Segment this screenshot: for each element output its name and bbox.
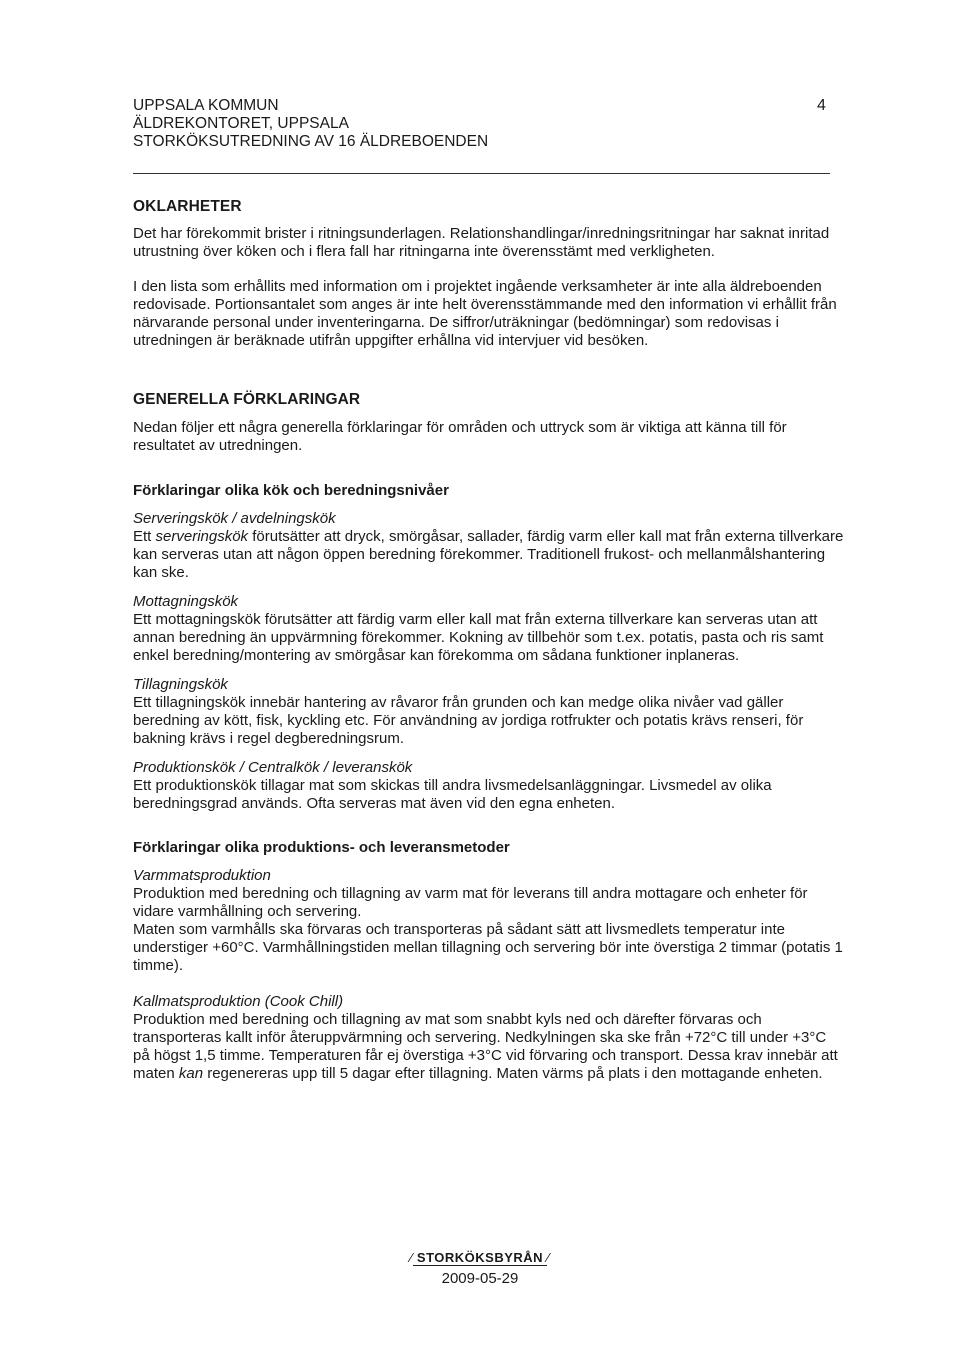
subheading-mottagningskok: Mottagningskök	[133, 593, 239, 610]
subheading-serveringskok: Serveringskök / avdelningskök	[133, 510, 336, 527]
serveringskok-emphasis: serveringskök	[155, 528, 249, 545]
header-org: UPPSALA KOMMUN	[133, 97, 279, 114]
generella-paragraph-1: Nedan följer ett några generella förklaringar för områden och uttryck som är viktiga att känna till för resultatet av utredningen.	[133, 419, 787, 454]
footer-logo: ⁄ STORKÖKSBYRÅN ⁄	[410, 1250, 550, 1265]
subheading-produktionskok: Produktionskök / Centralkök / leveranskök	[133, 759, 413, 776]
heading-kok: Förklaringar olika kök och beredningsnivåer	[133, 482, 449, 499]
paragraph-tillagningskok: Ett tillagningskök innebär hantering av råvaror från grunden och kan medge olika nivåer vad gäller beredning av kött, fisk, kyckling etc. För användning av jordiga rotfrukter och potatis krävs renseri, för bakning krävs i regel degberedningsrum.	[133, 694, 804, 747]
paragraph-mottagningskok: Ett mottagningskök förutsätter att färdig varm eller kall mat från externa tillverkare kan serveras utan att annan beredning än uppvärmning förekommer. Kokning av tillbehör som t.ex. potatis, pasta och ris samt enkel beredning/montering av smörgåsar kan förekomma om sådana funktioner inplaneras.	[133, 611, 824, 664]
paragraph-produktionskok: Ett produktionskök tillagar mat som skickas till andra livsmedelsanläggningar. Livsmedel av olika beredningsgrad används. Ofta serveras mat även vid den egna enheten.	[133, 777, 772, 812]
paragraph-varmmat-2: Maten som varmhålls ska förvaras och transporteras på sådant sätt att livsmedlets temperatur inte understiger +60°C. Varmhållningstiden mellan tillagning och servering bör inte överstiga 2 timmar (potatis 1 timme).	[133, 921, 843, 974]
heading-oklarheter: OKLARHETER	[133, 198, 242, 215]
oklarheter-paragraph-1: Det har förekommit brister i ritningsunderlagen. Relationshandlingar/inredningsritningar har saknat inritad utrustning över köken och i flera fall har ritningarna inte överensstämt med verkligheten.	[133, 225, 830, 260]
paragraph-serveringskok	[133, 528, 845, 582]
header-divider	[133, 173, 830, 174]
page-header	[133, 97, 833, 151]
heading-generella: GENERELLA FÖRKLARINGAR	[133, 391, 361, 408]
kallmat-text-start: Produktion med beredning och tillagning av mat som snabbt kyls ned och därefter förvaras och transporteras kallt inför återuppvärmning och servering. Nedkylningen ska ske från +72°C till under +3°C på högst 1,5 timme. Temperaturen får ej överstiga +3°C vid förvaring och transport. Dessa krav innebär att maten	[133, 1011, 838, 1082]
oklarheter-paragraph-2: I den lista som erhållits med information om i projektet ingående verksamheter är inte alla äldreboenden redovisade. Portionsantalet som anges är inte helt överensstämmande med den information vi erhållit från närvarande personal under inventeringarna. De siffror/uträkningar (bedömningar) som redovisas i utredningen är beräknade utifrån uppgifter erhållna vid intervjuer vid besöken.	[133, 278, 837, 349]
heading-metoder: Förklaringar olika produktions- och leveransmetoder	[133, 839, 510, 856]
kallmat-emphasis: kan	[178, 1065, 204, 1082]
page-number: 4	[817, 97, 826, 114]
footer-date: 2009-05-29	[441, 1270, 519, 1287]
header-department: ÄLDREKONTORET, UPPSALA	[133, 115, 349, 132]
paragraph-varmmat-1: Produktion med beredning och tillagning av varm mat för leverans till andra mottagare och enheter för vidare varmhållning och servering.	[133, 885, 808, 920]
footer-logo-text: STORKÖKSBYRÅN	[413, 1250, 547, 1266]
serveringskok-text-start: Ett	[133, 528, 156, 545]
document-body	[133, 198, 845, 1083]
serveringskok-text-end: förutsätter att dryck, smörgåsar, sallader, färdig varm eller kall mat från externa tillverkare kan serveras utan att någon öppen beredning förekommer. Traditionell frukost- och mellanmålshantering kan ske.	[133, 528, 844, 581]
subheading-varmmatsproduktion: Varmmatsproduktion	[133, 867, 271, 884]
paragraph-kallmat	[133, 1011, 845, 1083]
subheading-kallmatsproduktion: Kallmatsproduktion (Cook Chill)	[133, 993, 344, 1010]
subheading-tillagningskok: Tillagningskök	[133, 676, 228, 693]
header-report-title: STORKÖKSUTREDNING AV 16 ÄLDREBOENDEN	[133, 133, 489, 150]
kallmat-text-end: regenereras upp till 5 dagar efter tillagning. Maten värms på plats i den mottagande enheten.	[203, 1065, 823, 1082]
